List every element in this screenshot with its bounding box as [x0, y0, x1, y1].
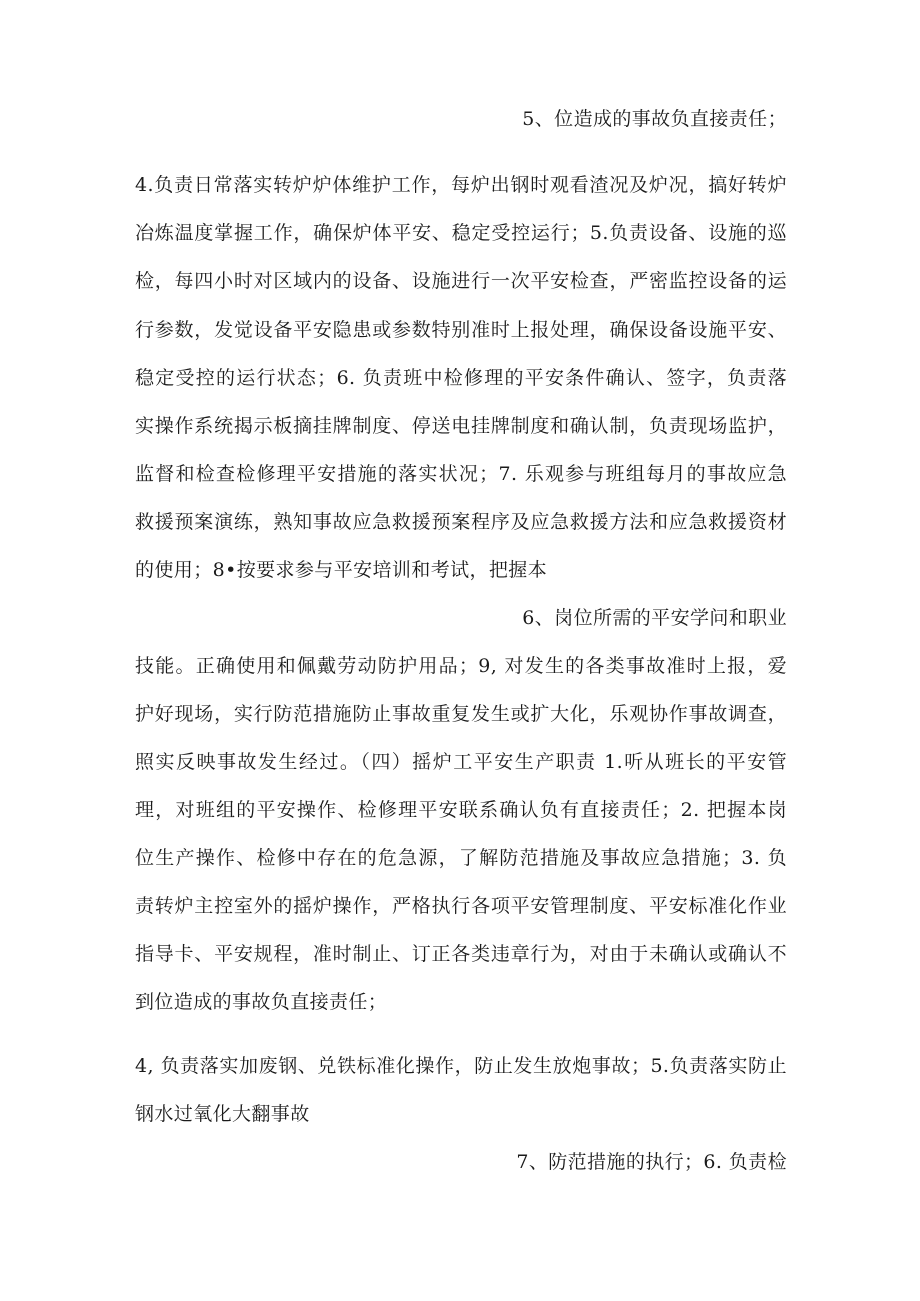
- text-line: 照实反映事故发生经过。（四）摇炉工平安生产职责 1.听从班长的平安管: [135, 751, 787, 773]
- text-line: 4.负责日常落实转炉炉体维护工作，每炉出钢时观看渣况及炉况，搞好转炉: [135, 174, 787, 196]
- text-line: 理，对班组的平安操作、检修理平安联系确认负有直接责任；2. 把握本岗: [135, 799, 787, 821]
- text-line: 到位造成的事故负直接责任；: [135, 991, 388, 1013]
- text-line: 7、防范措施的执行；6. 负责检: [516, 1151, 787, 1173]
- text-line: 稳定受控的运行状态；6. 负责班中检修理的平安条件确认、签字，负责落: [135, 367, 787, 389]
- text-line: 救援预案演练，熟知事故应急救援预案程序及应急救援方法和应急救援资材: [135, 511, 787, 533]
- text-line: 5、位造成的事故负直接责任；: [522, 108, 787, 130]
- text-line: 责转炉主控室外的摇炉操作，严格执行各项平安管理制度、平安标准化作业: [135, 895, 787, 917]
- text-line: 冶炼温度掌握工作，确保炉体平安、稳定受控运行；5.负责设备、设施的巡: [135, 222, 787, 244]
- text-line: 的使用；8•按要求参与平安培训和考试，把握本: [135, 559, 548, 581]
- text-line: 技能。正确使用和佩戴劳动防护用品；9, 对发生的各类事故准时上报，爱: [135, 655, 787, 677]
- text-line: 实操作系统揭示板摘挂牌制度、停送电挂牌制度和确认制，负责现场监护，: [135, 415, 787, 437]
- text-line: 行参数，发觉设备平安隐患或参数特别准时上报处理，确保设备设施平安、: [135, 319, 787, 341]
- text-line: 位生产操作、检修中存在的危急源，了解防范措施及事故应急措施；3. 负: [135, 847, 787, 869]
- text-line: 监督和检查检修理平安措施的落实状况；7. 乐观参与班组每月的事故应急: [135, 463, 787, 485]
- text-line: 护好现场，实行防范措施防止事故重复发生或扩大化，乐观协作事故调查，: [135, 703, 787, 725]
- text-line: 指导卡、平安规程，准时制止、订正各类违章行为，对由于未确认或确认不: [135, 943, 787, 965]
- text-line: 6、岗位所需的平安学问和职业: [522, 607, 787, 629]
- text-line: 钢水过氧化大翻事故: [135, 1103, 310, 1125]
- text-line: 检，每四小时对区域内的设备、设施进行一次平安检查，严密监控设备的运: [135, 270, 787, 292]
- text-line: 4, 负责落实加废钢、兑铁标准化操作，防止发生放炮事故；5.负责落实防止: [135, 1055, 787, 1077]
